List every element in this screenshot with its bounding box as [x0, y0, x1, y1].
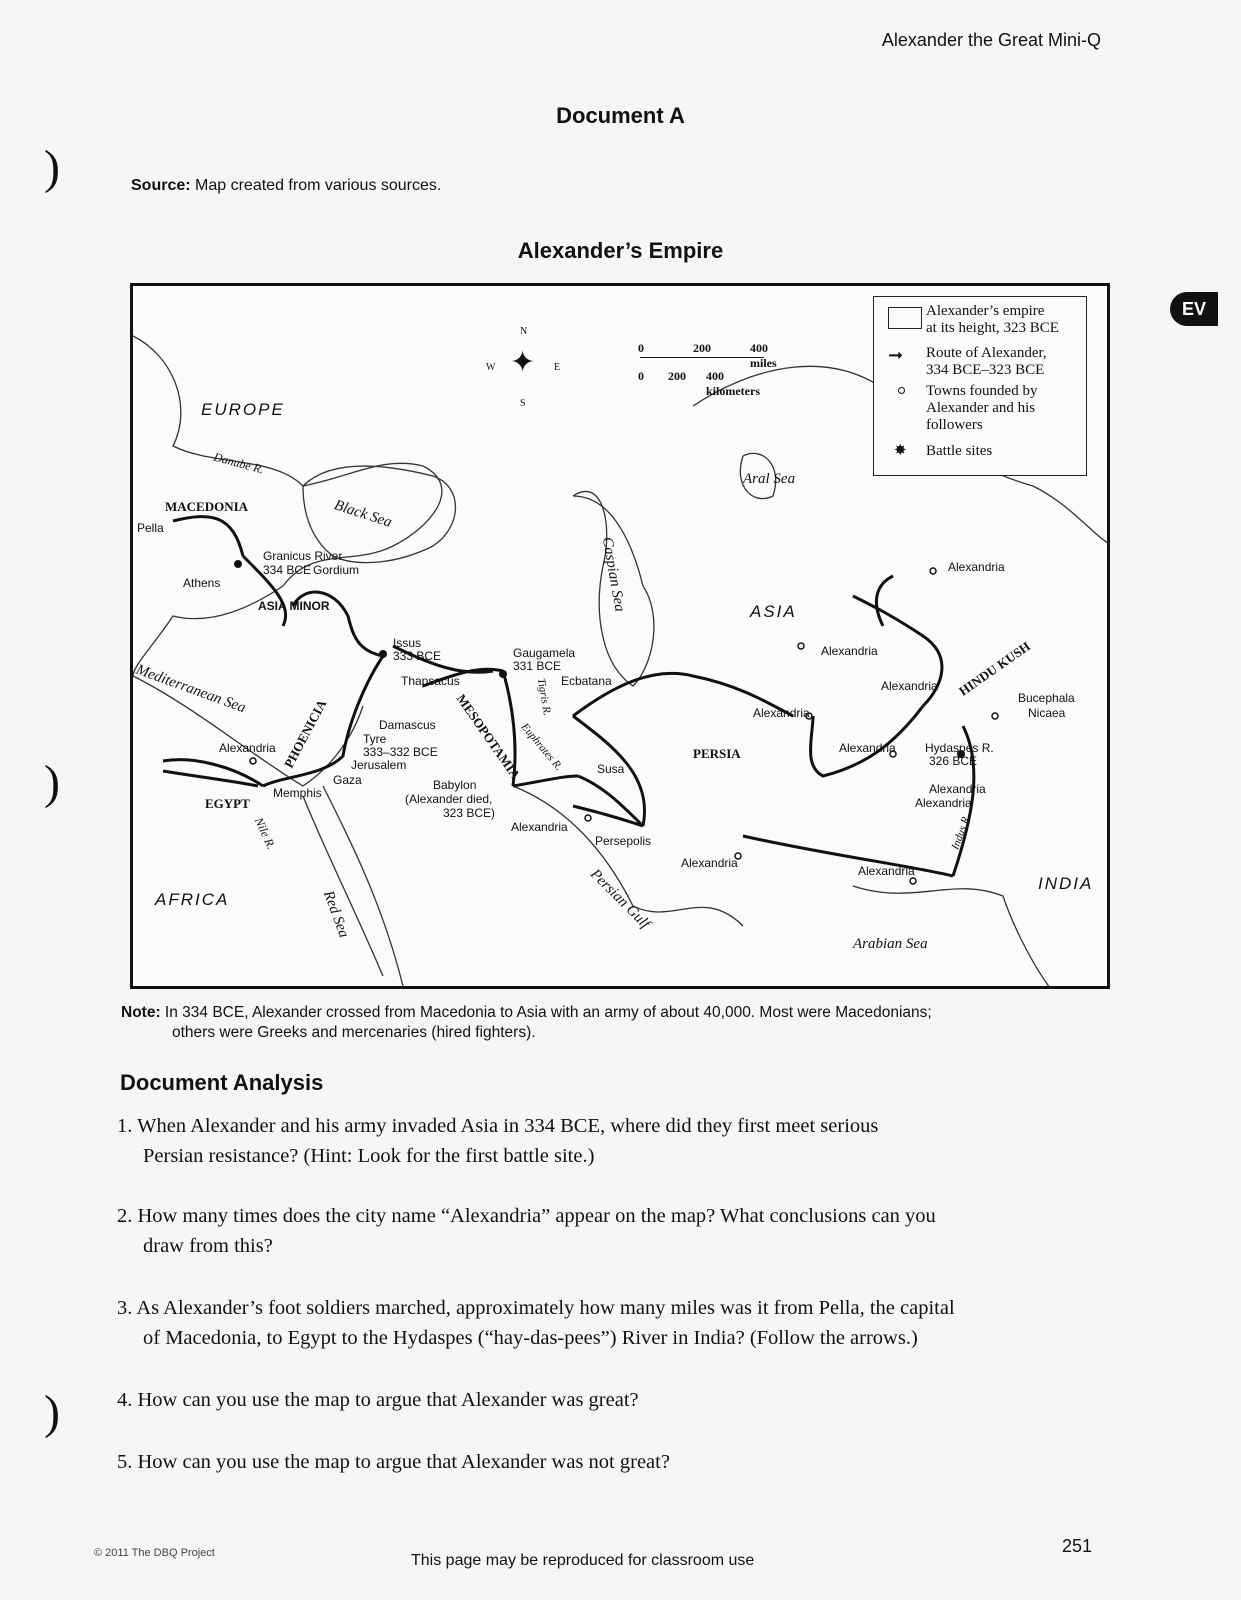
scale-km-200: 200	[668, 369, 686, 383]
legend-text: Alexander’s empire	[926, 303, 1045, 319]
label-alexandria: Alexandria	[219, 741, 276, 755]
question-number: 1.	[117, 1115, 133, 1137]
empire-swatch-icon	[888, 307, 922, 329]
label-gaugamela: Gaugamela	[513, 646, 576, 660]
label-persepolis: Persepolis	[595, 834, 652, 848]
label-damascus: Damascus	[379, 718, 436, 732]
label-hindu-kush: HINDU KUSH	[955, 638, 1033, 699]
arrow-right-icon: ➞	[888, 345, 904, 365]
label-macedonia: MACEDONIA	[165, 499, 249, 514]
label-alexandria: Alexandria	[511, 820, 568, 834]
question-5	[117, 1447, 1097, 1477]
legend-text: followers	[926, 417, 983, 433]
reproduce-notice: This page may be reproduced for classroom use	[411, 1552, 755, 1569]
label-bucephala: Bucephala	[1018, 691, 1075, 705]
question-text: Persian resistance? (Hint: Look for the first battle site.)	[143, 1145, 595, 1167]
scale-km-0: 0	[638, 369, 644, 383]
note-label: Note:	[121, 1004, 161, 1021]
empire-map	[130, 283, 1110, 989]
ev-tab-badge: EV	[1170, 292, 1218, 326]
label-mediterranean-sea: Mediterranean Sea	[133, 661, 248, 717]
label-gaugamela-date: 331 BCE	[513, 659, 562, 673]
label-alexandria: Alexandria	[881, 679, 938, 693]
label-indus: Indus R.	[949, 812, 974, 852]
map-legend	[873, 296, 1087, 476]
label-alexandria: Alexandria	[821, 644, 878, 658]
label-euphrates: Euphrates R.	[518, 721, 565, 773]
question-1	[117, 1111, 1097, 1171]
label-ecbatana: Ecbatana	[561, 674, 612, 688]
legend-text: Alexander and his	[926, 400, 1036, 416]
question-text: How many times does the city name “Alexandria” appear on the map? What conclusions can you	[137, 1205, 936, 1227]
label-aral-sea: Aral Sea	[743, 471, 796, 487]
analysis-heading: Document Analysis	[120, 1070, 324, 1095]
question-number: 5.	[117, 1451, 133, 1473]
question-text: How can you use the map to argue that Alexander was great?	[137, 1389, 639, 1411]
label-nile: Nile R.	[251, 815, 279, 852]
binder-hole-mark: )	[44, 1386, 60, 1439]
label-tyre: Tyre	[363, 732, 387, 746]
mediterranean-coast	[133, 676, 363, 786]
label-granicus: Granicus River	[263, 549, 343, 563]
legend-towns	[926, 383, 1037, 434]
binder-hole-mark: )	[44, 141, 60, 194]
question-text: How can you use the map to argue that Alexander was not great?	[137, 1451, 670, 1473]
label-alexandria: Alexandria	[915, 796, 972, 810]
label-babylon: Babylon	[433, 778, 477, 792]
compass-star-icon: ✦	[510, 346, 536, 379]
label-red-sea: Red Sea	[319, 888, 352, 940]
label-memphis: Memphis	[273, 786, 322, 800]
source-text: Map created from various sources.	[195, 177, 442, 194]
label-europe: EUROPE	[201, 400, 285, 419]
scale-mile-0: 0	[638, 341, 644, 355]
question-2	[117, 1201, 1097, 1261]
question-4	[117, 1385, 1097, 1415]
scale-bar	[640, 357, 764, 358]
scale-km-400: 400 kilometers	[706, 369, 760, 398]
town-circle-icon	[898, 387, 905, 394]
legend-text: 334 BCE–323 BCE	[926, 362, 1045, 378]
label-hydaspes: Hydaspes R.	[925, 741, 994, 755]
label-alexandria: Alexandria	[753, 706, 810, 720]
legend-empire	[926, 303, 1059, 337]
compass-w: W	[486, 362, 496, 373]
label-danube: Danube R.	[212, 449, 266, 477]
running-header: Alexander the Great Mini-Q	[881, 30, 1101, 50]
label-africa: AFRICA	[155, 890, 230, 909]
label-india: INDIA	[1038, 874, 1094, 893]
compass-n: N	[520, 326, 528, 337]
red-sea-coast	[303, 786, 403, 986]
label-phoenicia: PHOENICIA	[280, 697, 330, 771]
label-alexandria: Alexandria	[681, 856, 738, 870]
question-text: of Macedonia, to Egypt to the Hydaspes (“hay-das-pees”) River in India? (Follow the arrows.)	[143, 1327, 918, 1349]
document-title: Document A	[556, 103, 685, 128]
compass-s: S	[520, 398, 526, 409]
label-susa: Susa	[597, 762, 625, 776]
legend-text: Route of Alexander,	[926, 345, 1047, 361]
battle-star-icon: ✸	[894, 443, 907, 459]
question-text: As Alexander’s foot soldiers marched, approximately how many miles was it from Pella, the capital	[136, 1297, 955, 1319]
question-number: 4.	[117, 1389, 133, 1411]
label-black-sea: Black Sea	[332, 497, 394, 531]
source-label: Source:	[131, 177, 191, 194]
label-alexandria: Alexandria	[929, 782, 986, 796]
label-granicus-date: 334 BCE	[263, 563, 312, 577]
label-babylon-note: (Alexander died,	[405, 792, 493, 806]
legend-text: at its height, 323 BCE	[926, 320, 1059, 336]
legend-route	[926, 345, 1047, 379]
question-number: 3.	[117, 1297, 133, 1319]
label-persia: PERSIA	[693, 746, 741, 761]
label-mesopotamia: MESOPOTAMIA	[453, 691, 524, 783]
label-persian-gulf: Persian Gulf	[586, 866, 653, 933]
page-number: 251	[1062, 1536, 1093, 1556]
label-tigris: Tigris R.	[534, 677, 554, 717]
map-title: Alexander’s Empire	[517, 238, 724, 263]
question-3	[117, 1293, 1097, 1353]
label-alexandria: Alexandria	[858, 864, 915, 878]
label-athens: Athens	[183, 576, 221, 590]
label-egypt: EGYPT	[205, 796, 250, 811]
label-jerusalem: Jerusalem	[351, 758, 407, 772]
label-babylon-date: 323 BCE)	[443, 806, 496, 820]
question-text: draw from this?	[143, 1235, 273, 1257]
source-line	[131, 177, 441, 195]
label-asia-minor: ASIA MINOR	[258, 599, 330, 613]
map-note	[121, 1003, 1081, 1043]
label-nicaea: Nicaea	[1028, 706, 1066, 720]
scale-mile-200: 200	[693, 341, 711, 355]
question-number: 2.	[117, 1205, 133, 1227]
label-caspian-sea: Caspian Sea	[598, 535, 628, 613]
question-text: When Alexander and his army invaded Asia in 334 BCE, where did they first meet serious	[137, 1115, 879, 1137]
copyright: © 2011 The DBQ Project	[94, 1547, 215, 1559]
label-alexandria: Alexandria	[839, 741, 896, 755]
label-arabian-sea: Arabian Sea	[853, 936, 928, 952]
label-gordium: Gordium	[313, 563, 360, 577]
label-pella: Pella	[137, 521, 164, 535]
label-alexandria: Alexandria	[948, 560, 1005, 574]
scale-mile-400: 400 miles	[750, 341, 777, 370]
note-line2: others were Greeks and mercenaries (hired fighters).	[172, 1024, 536, 1041]
legend-text: Towns founded by	[926, 383, 1038, 399]
legend-battles: Battle sites	[926, 443, 993, 459]
compass-e: E	[554, 362, 561, 373]
label-issus: Issus	[393, 636, 422, 650]
label-tyre-date: 333–332 BCE	[363, 745, 438, 759]
label-asia: ASIA	[750, 602, 797, 621]
label-gaza: Gaza	[333, 773, 362, 787]
label-issus-date: 333 BCE	[393, 649, 442, 663]
binder-hole-mark: )	[44, 756, 60, 809]
note-line1: In 334 BCE, Alexander crossed from Macedonia to Asia with an army of about 40,000. Most were Macedonians;	[164, 1004, 932, 1021]
label-thapsacus: Thapsacus	[401, 674, 460, 688]
label-hydaspes-date: 326 BCE	[929, 754, 978, 768]
